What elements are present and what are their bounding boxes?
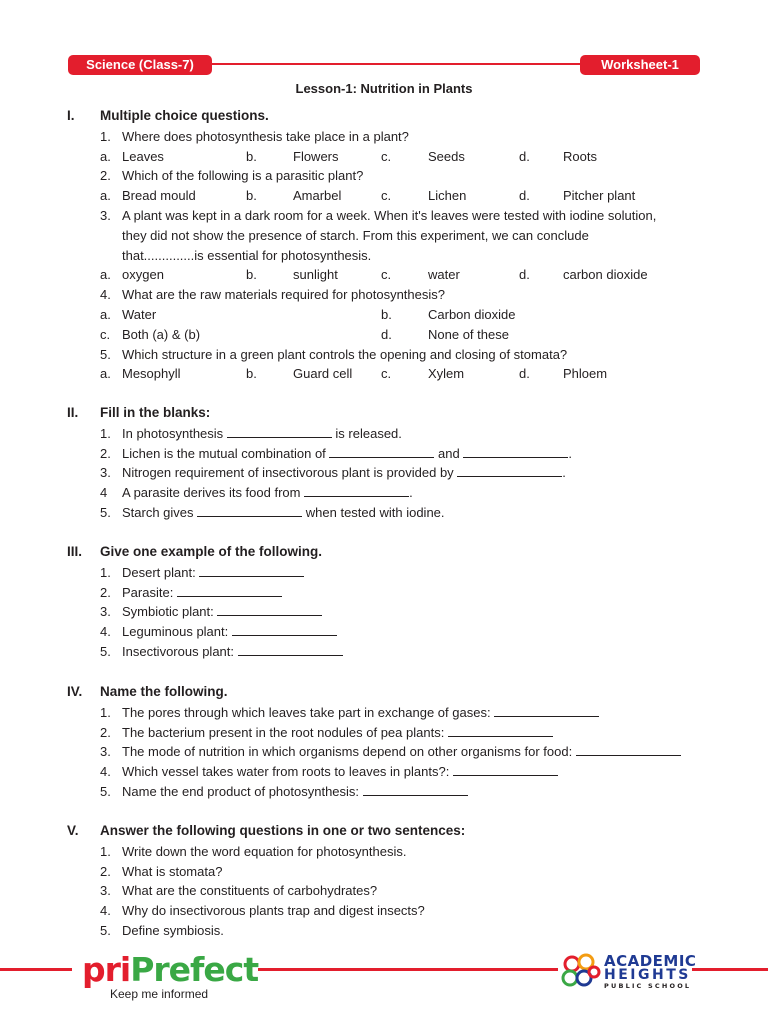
option-text: oxygen [122,267,164,283]
question-line [0,445,768,463]
question-text: Write down the word equation for photosynthesis. [122,843,407,859]
question-text [122,564,304,582]
option-letter: d. [381,326,392,342]
question-line [0,167,768,185]
question-text-part: . [568,445,572,461]
answer-blank [457,464,562,477]
option-letter: b. [381,307,392,322]
section-number: V. [67,823,79,838]
question-text-part: Name the end product of photosynthesis: [122,784,363,799]
question-text: What are the constituents of carbohydrates? [122,883,378,899]
question-line [0,603,768,621]
question-text: What are the raw materials required for photosynthesis? [122,287,445,303]
answer-blank [463,445,568,458]
question-text: Which of the following is a parasitic plant? [122,168,364,184]
option-letter: c. [381,148,392,164]
option-letter: d. [519,267,530,283]
option-text: sunlight [293,267,338,283]
question-text-part: . [409,485,413,501]
brand-prefect: Prefect [130,950,259,989]
section-heading [67,405,727,423]
question-line [0,783,768,801]
school-name-line1: ACADEMIC [604,952,697,970]
question-number: 3. [100,208,111,223]
school-name [604,954,696,991]
option-letter: d. [519,148,530,164]
question-number: 4 [100,485,108,501]
question-line [0,922,768,940]
answer-blank [197,504,302,517]
answer-blank [217,603,322,616]
question-number: 4. [100,764,111,780]
answer-blank [329,445,434,458]
question-text-part: Insectivorous plant: [122,644,238,659]
option-letter: c. [381,366,392,382]
option-text: None of these [428,326,509,342]
question-text: Why do insectivorous plants trap and digest insects? [122,903,425,919]
question-line [0,902,768,920]
question-text-part: Nitrogen requirement of insectivorous plant is provided by [122,465,458,481]
question-number: 1. [100,843,111,859]
question-number: 1. [100,704,111,720]
option-letter: c. [381,267,392,283]
option-text: Guard cell [293,366,353,382]
question-number: 5. [100,346,111,362]
question-number: 2. [100,863,111,879]
question-line [0,704,768,722]
answer-blank [232,623,337,636]
question-number: 5. [100,784,111,799]
question-text-part: The pores through which leaves take part in exchange of gases: [122,704,495,720]
question-number: 3. [100,465,111,481]
question-number: 5. [100,644,111,659]
question-text [122,643,343,661]
question-text: Where does photosynthesis take place in a plant? [122,128,409,144]
question-number: 2. [100,445,111,461]
question-text: What is stomata? [122,863,223,879]
answer-options [0,306,768,324]
question-line [0,128,768,146]
answer-blank [363,783,468,796]
option-letter: c. [100,326,111,342]
section-number: IV. [67,684,83,699]
question-line [0,863,768,881]
question-text [122,504,445,522]
answer-options [0,187,768,205]
option-text: Bread mould [122,188,196,204]
question-number: 3. [100,744,111,760]
school-name-line3: PUBLIC SCHOOL [604,982,692,990]
option-text: Lichen [428,188,467,204]
option-letter: a. [100,267,111,283]
question-number: 2. [100,168,111,184]
section-heading [67,108,727,126]
question-text: A plant was kept in a dark room for a week. When it's leaves were tested with iodine solution, [122,208,657,223]
academic-heights-logo-icon [560,950,604,996]
question-text [122,724,553,742]
footer-rule [258,968,558,971]
question-number: 4. [100,287,111,303]
question-text-part: . [562,465,566,481]
option-text: Roots [563,148,597,164]
question-number: 2. [100,584,111,600]
option-letter: b. [246,267,257,283]
option-letter: c. [381,188,392,204]
question-line [0,724,768,742]
question-line [0,464,768,482]
question-text-part: Parasite: [122,584,177,600]
question-line [0,882,768,900]
answer-blank [448,724,553,737]
question-text: Define symbiosis. [122,923,224,938]
section-title-text: Multiple choice questions. [100,108,269,123]
subject-badge: Science (Class-7) [68,55,212,75]
option-letter: a. [100,366,111,382]
question-line [0,843,768,861]
question-text-part: is released. [331,425,402,441]
answer-blank [199,564,304,577]
question-line [0,227,768,245]
question-text-part: In photosynthesis [122,425,227,441]
question-line [0,286,768,304]
answer-options [0,365,768,383]
question-text [122,763,558,781]
question-number: 4. [100,903,111,919]
footer-rule [0,968,72,971]
question-number: 1. [100,128,111,144]
section-heading [67,823,727,841]
option-text: Flowers [293,148,339,164]
section-title-text: Name the following. [100,684,228,699]
question-line [0,425,768,443]
question-number: 1. [100,425,111,441]
option-letter: a. [100,307,111,322]
section-title-text: Answer the following questions in one or two sentences: [100,823,466,838]
option-text: Pitcher plant [563,188,636,204]
section-heading [67,684,727,702]
question-line [0,763,768,781]
option-text: Carbon dioxide [428,307,516,322]
question-line [0,564,768,582]
question-text [122,783,468,801]
question-number: 5. [100,923,111,938]
question-text-part: Desert plant: [122,564,200,580]
option-text: Water [122,307,157,322]
question-number: 4. [100,624,111,640]
question-text-part: Leguminous plant: [122,624,232,640]
question-line [0,207,768,225]
answer-blank [304,484,409,497]
answer-options [0,326,768,344]
option-letter: b. [246,148,257,164]
brand-pri: pri [82,950,131,989]
question-text: that..............is essential for photosynthesis. [122,247,372,263]
lesson-title: Lesson-1: Nutrition in Plants [295,81,473,96]
option-text: Leaves [122,148,164,164]
section-heading [67,544,727,562]
worksheet-badge: Worksheet-1 [580,55,700,75]
question-number: 3. [100,604,111,620]
option-letter: d. [519,188,530,204]
question-text [122,445,572,463]
answer-blank [494,704,599,717]
question-text-part: when tested with iodine. [302,505,445,520]
question-text [122,743,681,761]
header-bar [68,53,700,75]
question-text [122,464,566,482]
option-text: Xylem [428,366,465,382]
option-letter: a. [100,188,111,204]
question-number: 5. [100,505,111,520]
question-line [0,484,768,502]
question-text [122,484,413,502]
question-text-part: Lichen is the mutual combination of [122,445,330,461]
option-text: Seeds [428,148,465,164]
question-text [122,603,322,621]
question-text-part: The bacterium present in the root nodules of pea plants: [122,724,448,740]
section-title-text: Fill in the blanks: [100,405,211,420]
option-letter: d. [519,366,530,382]
option-text: Amarbel [293,188,342,204]
question-text [122,623,337,641]
question-text-part: Symbiotic plant: [122,604,218,620]
question-text-part: A parasite derives its food from [122,485,305,501]
section-number: II. [67,405,79,420]
question-line [0,504,768,522]
priprefect-logo [82,950,258,989]
question-line [0,346,768,364]
question-text [122,704,599,722]
question-number: 1. [100,564,111,580]
option-letter: b. [246,366,257,382]
question-text-part: Starch gives [122,505,198,520]
question-number: 2. [100,724,111,740]
answer-blank [238,643,343,656]
question-text-part: and [434,445,464,461]
option-text: Both (a) & (b) [122,326,201,342]
question-text [122,425,402,443]
answer-options [0,266,768,284]
answer-blank [453,763,558,776]
question-text: Which structure in a green plant controls the opening and closing of stomata? [122,346,568,362]
question-text [122,584,282,602]
question-line [0,743,768,761]
answer-blank [177,584,282,597]
question-line [0,584,768,602]
option-text: water [428,267,460,283]
section-number: III. [67,544,83,559]
question-line [0,643,768,661]
question-text: they did not show the presence of starch. From this experiment, we can conclude [122,227,589,243]
section-number: I. [67,108,75,123]
answer-options [0,148,768,166]
question-text-part: Which vessel takes water from roots to leaves in plants?: [122,764,453,780]
option-letter: b. [246,188,257,204]
question-number: 3. [100,883,111,899]
answer-blank [576,743,681,756]
option-letter: a. [100,148,111,164]
option-text: carbon dioxide [563,267,648,283]
answer-blank [227,425,332,438]
option-text: Phloem [563,366,608,382]
option-text: Mesophyll [122,366,181,382]
question-line [0,623,768,641]
question-line [0,247,768,265]
section-title-text: Give one example of the following. [100,544,323,559]
school-name-line2: HEIGHTS [604,967,691,983]
question-text-part: The mode of nutrition in which organisms depend on other organisms for food: [122,744,576,760]
brand-tagline: Keep me informed [110,987,209,1001]
footer-rule [692,968,768,971]
